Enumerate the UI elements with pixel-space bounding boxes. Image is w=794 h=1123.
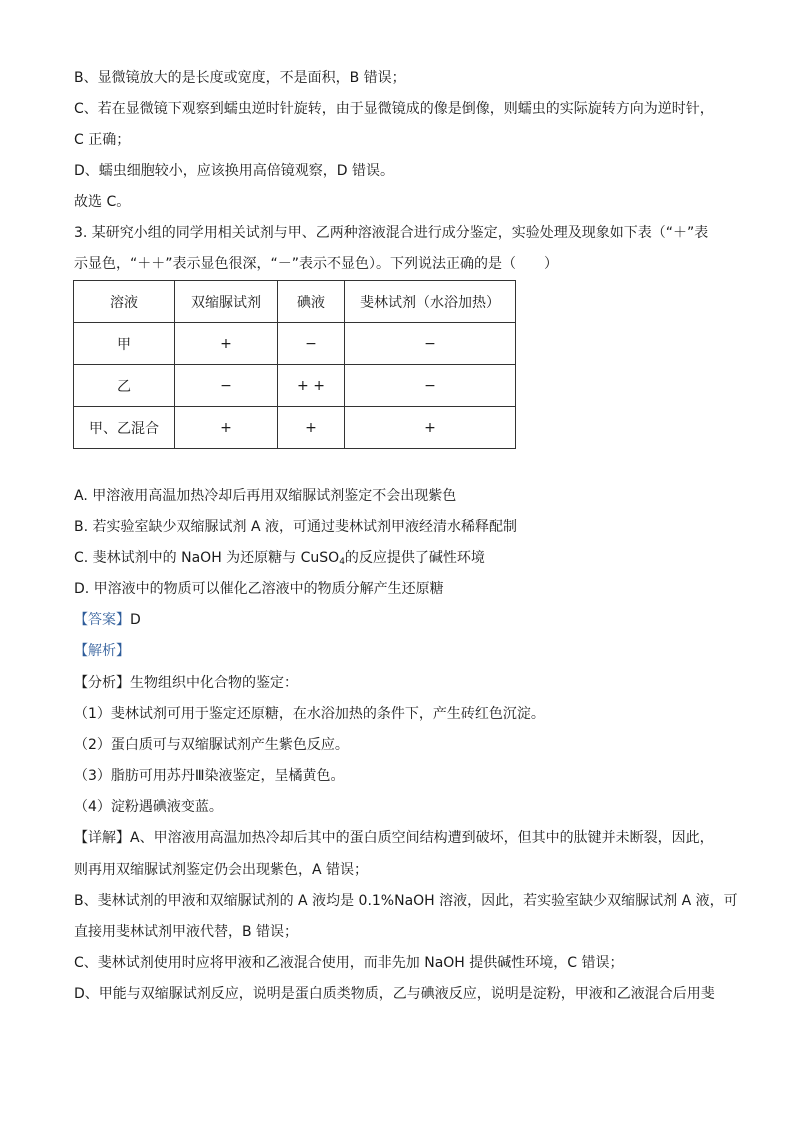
table-cell: +: [345, 407, 516, 449]
detail-text: A、甲溶液用高温加热冷却后其中的蛋白质空间结构遭到破坏，但其中的肽键并未断裂，因此，: [130, 830, 714, 846]
answer-value: D: [130, 612, 141, 628]
detail-line: D、甲能与双缩脲试剂反应，说明是蛋白质类物质，乙与碘液反应，说明是淀粉，甲液和乙液混合后用斐: [74, 986, 715, 1002]
analysis-item: （2）蛋白质可与双缩脲试剂产生紫色反应。: [74, 737, 349, 753]
option-c-text: C. 斐林试剂中的 NaOH 为还原糖与 CuSO: [74, 550, 340, 566]
analysis-heading: 【解析】: [74, 643, 130, 659]
table-cell: −: [345, 323, 516, 365]
table-cell: −: [278, 323, 345, 365]
detail-line: [74, 828, 734, 848]
question-3-stem: 3. 某研究小组的同学用相关试剂与甲、乙两种溶液混合进行成分鉴定，实验处理及现象如下表（“＋”表: [74, 225, 709, 241]
option-d-explanation: D、蠕虫细胞较小，应该换用高倍镜观察，D 错误。: [74, 163, 395, 179]
option-c-explanation: C、若在显微镜下观察到蠕虫逆时针旋转，由于显微镜成的像是倒像，则蠕虫的实际旋转方向为逆时针，: [74, 101, 714, 117]
table-cell: 乙: [74, 365, 175, 407]
option-b-explanation: B、显微镜放大的是长度或宽度，不是面积，B 错误；: [74, 70, 406, 86]
table-cell: +: [175, 323, 278, 365]
fenxi-line: [74, 673, 734, 693]
table-cell: −: [175, 365, 278, 407]
option-b: B. 若实验室缺少双缩脲试剂 A 液，可通过斐林试剂甲液经清水稀释配制: [74, 519, 517, 535]
answer-line: [74, 610, 734, 630]
table-row: [74, 407, 516, 449]
table-header: 双缩脲试剂: [175, 281, 278, 323]
analysis-item: （3）脂肪可用苏丹Ⅲ染液鉴定，呈橘黄色。: [74, 768, 345, 784]
table-header: 碘液: [278, 281, 345, 323]
option-c-text-end: 的反应提供了碱性环境: [344, 550, 485, 566]
table-row: [74, 365, 516, 407]
fenxi-text: 生物组织中化合物的鉴定：: [130, 675, 298, 691]
table-cell: +: [175, 407, 278, 449]
table-cell: 甲: [74, 323, 175, 365]
answer-label: 【答案】: [74, 612, 130, 628]
option-a: A. 甲溶液用高温加热冷却后再用双缩脲试剂鉴定不会出现紫色: [74, 488, 457, 504]
analysis-item: （4）淀粉遇碘液变蓝。: [74, 799, 223, 815]
table-header-row: [74, 281, 516, 323]
table-cell: 甲、乙混合: [74, 407, 175, 449]
option-d: D. 甲溶液中的物质可以催化乙溶液中的物质分解产生还原糖: [74, 581, 444, 597]
detail-line: C、斐林试剂使用时应将甲液和乙液混合使用，而非先加 NaOH 提供碱性环境，C 错误；: [74, 955, 624, 971]
table-header: 斐林试剂（水浴加热）: [345, 281, 516, 323]
question-3-stem-cont: 示显色，“＋＋”表示显色很深，“－”表示不显色）。下列说法正确的是（ ）: [74, 256, 559, 272]
table-header: 溶液: [74, 281, 175, 323]
detail-line: 直接用斐林试剂甲液代替，B 错误；: [74, 924, 299, 940]
choice-conclusion: 故选 C。: [74, 194, 131, 210]
table-row: [74, 323, 516, 365]
option-c: [74, 548, 734, 568]
experiment-table: [73, 280, 516, 449]
fenxi-label: 【分析】: [74, 675, 130, 691]
analysis-item: （1）斐林试剂可用于鉴定还原糖，在水浴加热的条件下，产生砖红色沉淀。: [74, 706, 545, 722]
table-cell: −: [345, 365, 516, 407]
detail-line: B、斐林试剂的甲液和双缩脲试剂的 A 液均是 0.1%NaOH 溶液，因此，若实验室缺少双缩脲试剂 A 液，可: [74, 893, 738, 909]
subscript-4: 4: [339, 557, 345, 567]
table-cell: + +: [278, 365, 345, 407]
option-c-explanation-cont: C 正确；: [74, 132, 131, 148]
detail-label: 【详解】: [74, 830, 130, 846]
detail-line: 则再用双缩脲试剂鉴定仍会出现紫色，A 错误；: [74, 862, 369, 878]
analysis-label: [74, 641, 734, 661]
table-cell: +: [278, 407, 345, 449]
